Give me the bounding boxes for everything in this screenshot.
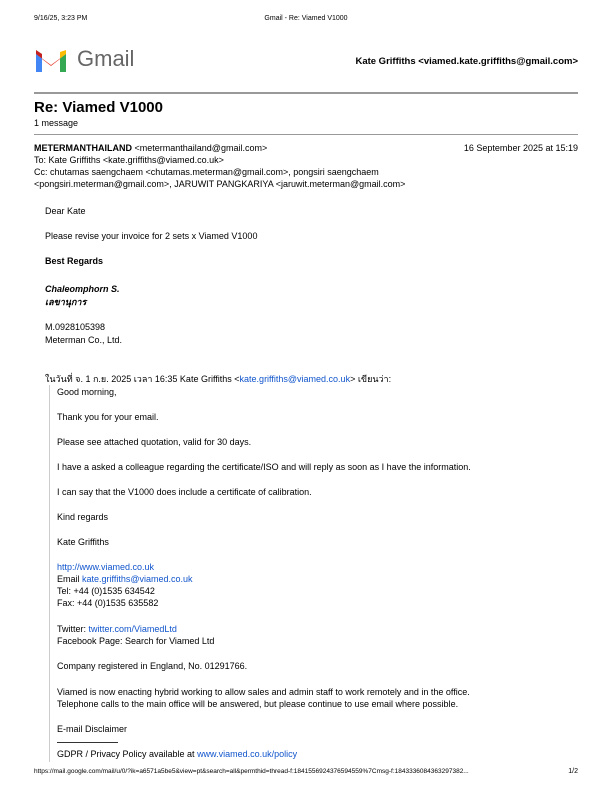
- twitter-link[interactable]: twitter.com/ViamedLtd: [88, 624, 177, 634]
- signature-title: เลขานุการ: [45, 297, 87, 307]
- print-datetime: 9/16/25, 3:23 PM: [34, 15, 88, 22]
- quoted-colleague: I have a asked a colleague regarding the certificate/ISO and will reply as soon as I have the information.: [57, 462, 471, 472]
- message-count: 1 message: [34, 118, 79, 128]
- quoted-regards: Kind regards: [57, 512, 109, 522]
- quoted-disclaimer: E-mail Disclaimer: [57, 724, 128, 734]
- print-page-number: 1/2: [568, 768, 578, 775]
- message-date: 16 September 2025 at 15:19: [463, 143, 578, 153]
- cc-line-1: Cc: chutamas saengchaem <chutamas.meterman@gmail.com>, pongsiri saengchaem: [34, 167, 379, 177]
- email-label: Email: [57, 574, 83, 584]
- gmail-logo: [34, 46, 135, 78]
- quoted-registered: Company registered in England, No. 01291766.: [57, 661, 248, 671]
- quoted-gdpr: [57, 748, 297, 760]
- twitter-label: Twitter:: [57, 624, 89, 634]
- gdpr-label: GDPR / Privacy Policy available at: [57, 749, 198, 759]
- quote-intro-prefix: ในวันที่ จ. 1 ก.ย. 2025 เวลา 16:35 Kate Griffiths <: [45, 374, 240, 384]
- gdpr-link[interactable]: www.viamed.co.uk/policy: [197, 749, 298, 759]
- quote-intro: [45, 373, 391, 385]
- quote-intro-email-link[interactable]: kate.griffiths@viamed.co.uk: [239, 374, 351, 384]
- email-link[interactable]: kate.griffiths@viamed.co.uk: [82, 574, 193, 584]
- quoted-fax: Fax: +44 (0)1535 635582: [57, 598, 159, 608]
- disclaimer-divider: [57, 742, 118, 743]
- quote-border: [49, 385, 50, 762]
- signature-company: Meterman Co., Ltd.: [45, 335, 123, 345]
- quoted-attached: Please see attached quotation, valid for 30 days.: [57, 437, 252, 447]
- quoted-cert: I can say that the V1000 does include a certificate of calibration.: [57, 487, 312, 497]
- signature-name: Chaleomphorn S.: [45, 284, 120, 294]
- sender-name: METERMANTHAILAND: [34, 143, 132, 153]
- gmail-m-icon: [34, 48, 68, 73]
- quoted-tel: Tel: +44 (0)1535 634542: [57, 586, 155, 596]
- print-footer-url: https://mail.google.com/mail/u/0/?ik=a6571a5be5&view=pt&search=all&permthid=thread-f:1841556924376594559%7Cmsg-f:1843336084363297382...: [34, 768, 469, 775]
- cc-line-2: <pongsiri.meterman@gmail.com>, JARUWIT PANGKARIYA <jaruwit.meterman@gmail.com>: [34, 179, 406, 189]
- account-label: Kate Griffiths <viamed.kate.griffiths@gmail.com>: [355, 56, 578, 67]
- signature-phone: M.0928105398: [45, 322, 106, 332]
- sender-email: <metermanthailand@gmail.com>: [134, 143, 268, 153]
- quoted-hybrid-2: Telephone calls to the main office will be answered, but please continue to use email where possible.: [57, 699, 459, 709]
- quoted-twitter: [57, 623, 177, 635]
- quoted-name: Kate Griffiths: [57, 537, 109, 547]
- header-divider: [34, 92, 578, 94]
- thread-subject: Re: Viamed V1000: [34, 99, 163, 116]
- quoted-email: [57, 573, 193, 585]
- quoted-greeting: Good morning,: [57, 387, 117, 397]
- quoted-hybrid-1: Viamed is now enacting hybrid working to allow sales and admin staff to work remotely and in the office.: [57, 687, 470, 697]
- website-link[interactable]: http://www.viamed.co.uk: [57, 562, 155, 572]
- quote-intro-suffix: > เขียนว่า:: [350, 374, 392, 384]
- body-line: Please revise your invoice for 2 sets x Viamed V1000: [45, 231, 258, 241]
- thread-divider: [34, 134, 578, 135]
- body-greeting: Dear Kate: [45, 206, 86, 216]
- quoted-thanks: Thank you for your email.: [57, 412, 159, 422]
- body-closing: Best Regards: [45, 256, 104, 266]
- gmail-logo-text: Gmail: [77, 46, 135, 71]
- sender: [34, 142, 267, 154]
- print-page-title: Gmail - Re: Viamed V1000: [264, 15, 348, 22]
- to-line: To: Kate Griffiths <kate.griffiths@viamed.co.uk>: [34, 155, 224, 165]
- quoted-facebook: Facebook Page: Search for Viamed Ltd: [57, 636, 215, 646]
